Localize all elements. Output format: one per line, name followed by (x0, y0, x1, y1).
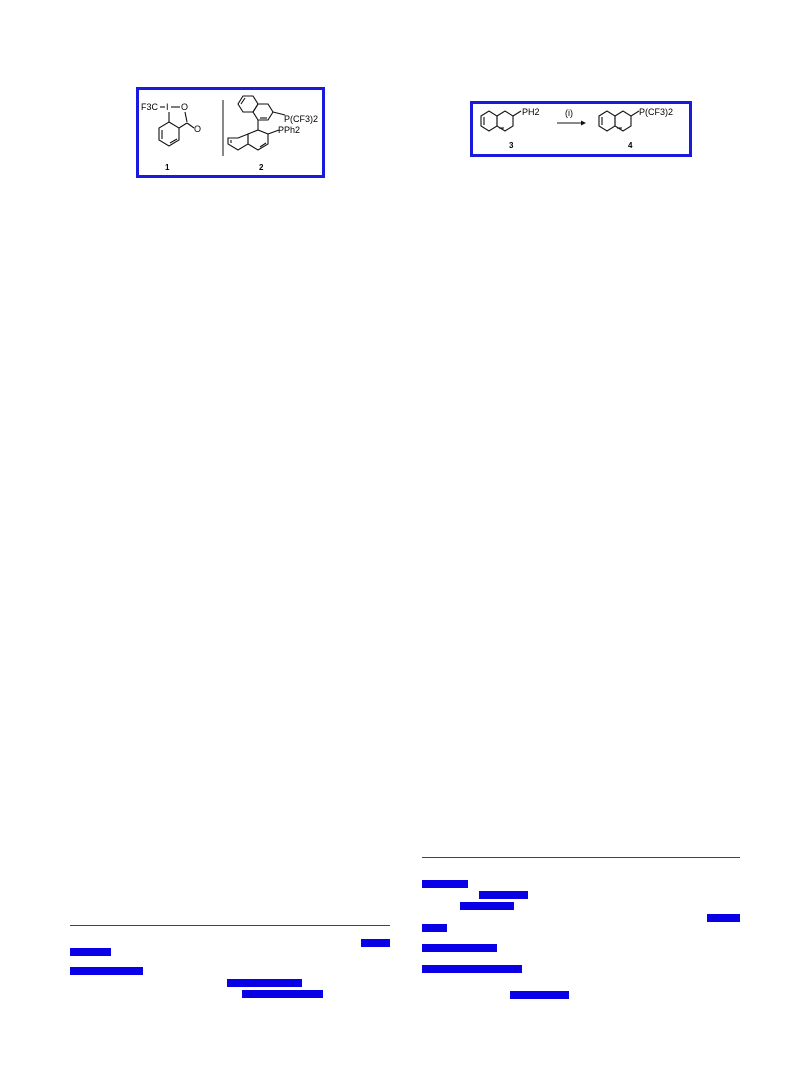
redacted-reference-link[interactable] (361, 939, 390, 947)
label-f3c: F3C (141, 102, 159, 112)
label-iodine: I (166, 102, 169, 112)
label-p-cf3: P(CF3)2 (284, 114, 319, 124)
compound-number-1: 1 (165, 163, 170, 172)
redacted-reference-link[interactable] (422, 944, 497, 952)
scheme-figure-compounds-3-4 (470, 101, 692, 157)
redacted-reference-link[interactable] (422, 965, 522, 973)
redacted-reference-link[interactable] (460, 902, 514, 910)
redacted-reference-link[interactable] (707, 914, 740, 922)
footnote-rule-right (422, 857, 740, 858)
reagent-label: (i) (565, 108, 573, 118)
redacted-reference-link[interactable] (242, 990, 323, 998)
chemical-structures-1-2 (139, 90, 322, 175)
compound-number-3: 3 (509, 141, 514, 150)
scheme-figure-compounds-1-2 (136, 87, 325, 178)
redacted-reference-link[interactable] (227, 979, 302, 987)
label-p-cf3-product: P(CF3)2 (639, 107, 674, 117)
reaction-arrow-head (581, 121, 586, 126)
compound-number-4: 4 (628, 141, 633, 150)
footnote-rule-left (70, 925, 390, 926)
redacted-reference-link[interactable] (510, 991, 569, 999)
redacted-reference-link[interactable] (422, 880, 468, 888)
label-pph2: PPh2 (278, 125, 301, 135)
redacted-reference-link[interactable] (70, 948, 111, 956)
redacted-reference-link[interactable] (479, 891, 528, 899)
chemical-structures-3-4 (473, 104, 689, 154)
redacted-reference-link[interactable] (422, 924, 447, 932)
compound-number-2: 2 (259, 163, 264, 172)
label-ring-oxygen: O (181, 102, 189, 112)
label-carbonyl-oxygen: O (194, 124, 202, 134)
label-ph2: PH2 (522, 107, 540, 117)
redacted-reference-link[interactable] (70, 967, 143, 975)
